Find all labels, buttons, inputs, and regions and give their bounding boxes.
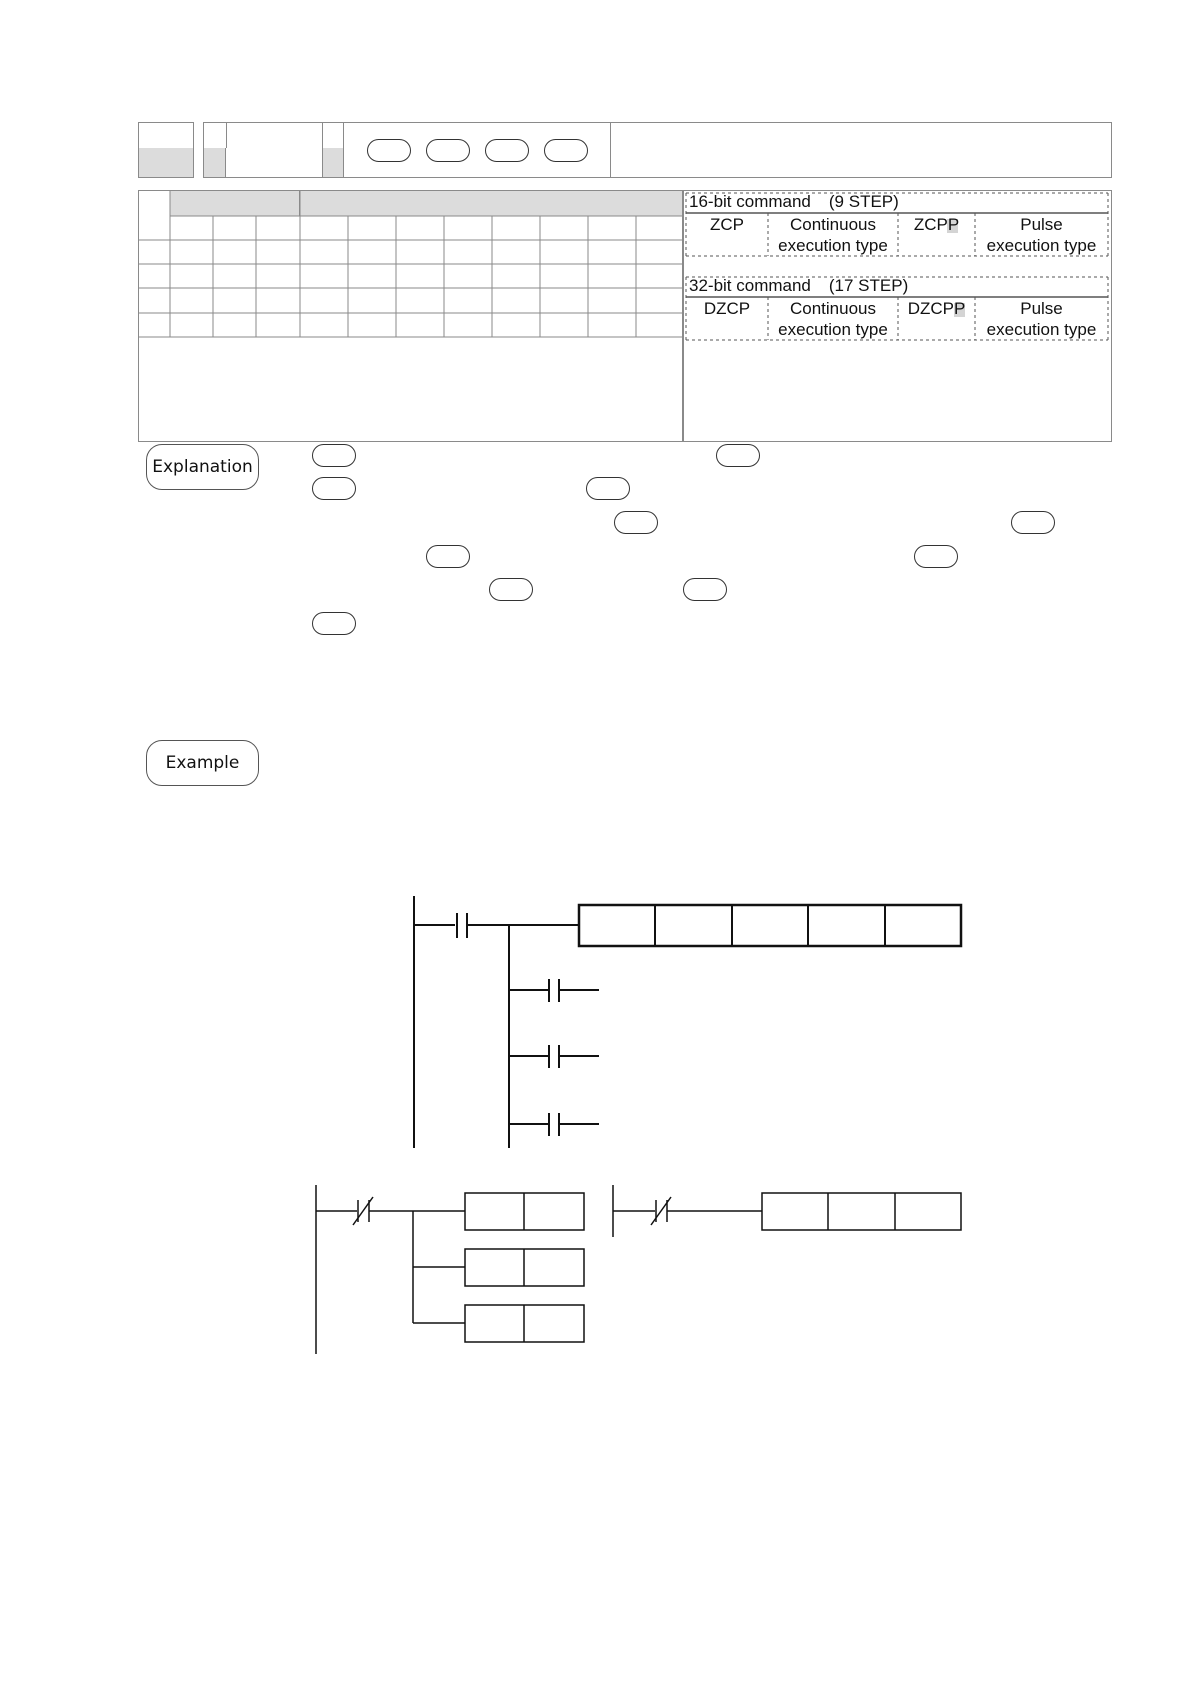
bit16-pulse-name: ZCPP [913,215,960,234]
bit16-header: 16-bit command (9 STEP) [689,192,899,211]
bit16-continuous-label-2: execution type [778,236,888,255]
bit16-pulse-label-2: execution type [986,236,1097,255]
bit32-continuous-label-2: execution type [778,320,888,339]
bit32-pulse-label-1: Pulse [1020,299,1063,318]
bit16-continuous-label-1: Continuous [789,215,876,234]
bit32-pulse-label-2: execution type [986,320,1097,339]
bit32-pulse-name: DZCPP [907,299,966,318]
bit16-continuous-name: ZCP [710,215,744,234]
example-label: Example [146,740,259,786]
bit32-continuous-label-1: Continuous [789,299,876,318]
explanation-label: Explanation [146,444,259,490]
bit32-continuous-name: DZCP [703,299,751,318]
bit32-header: 32-bit command (17 STEP) [689,276,909,295]
zrst-box [762,1193,961,1230]
bit16-pulse-label-1: Pulse [1020,215,1063,234]
